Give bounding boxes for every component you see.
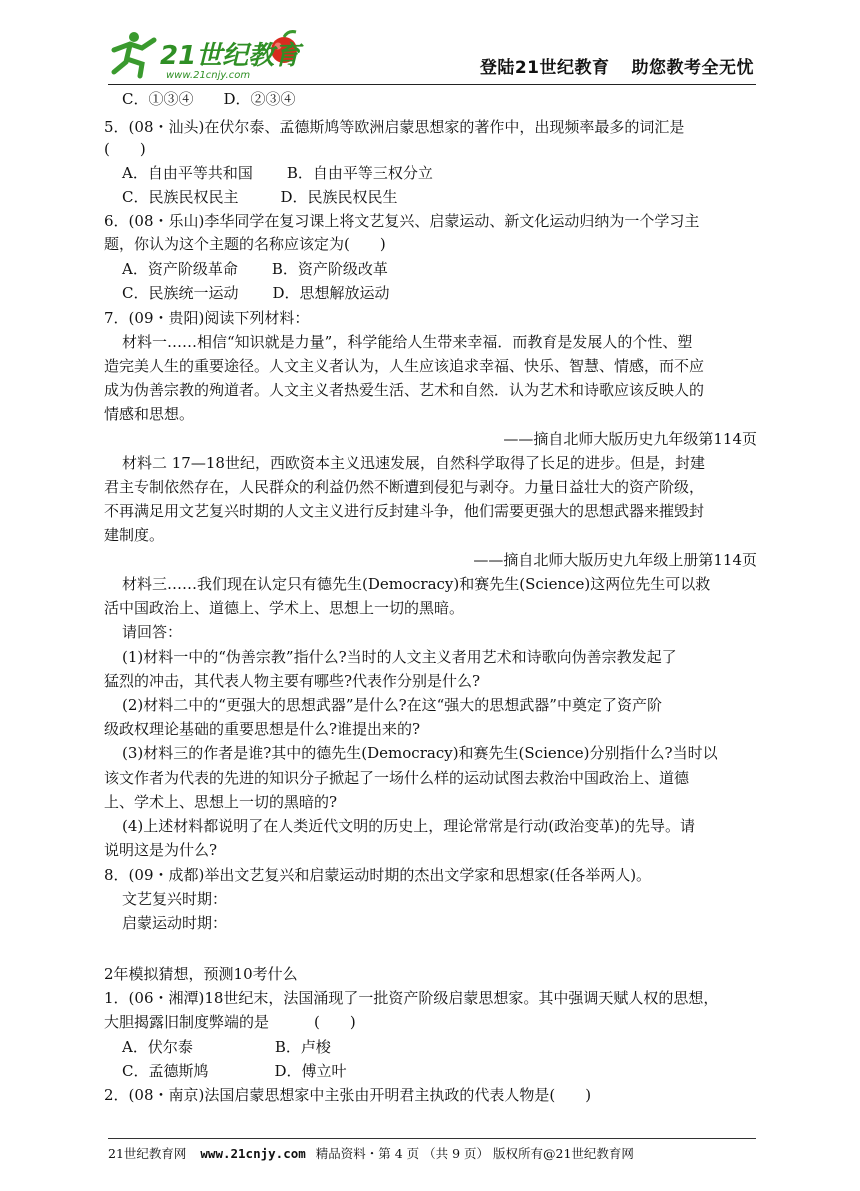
material-1-source: ——摘自北师大版历史九年级第114页 (503, 430, 757, 448)
mock-question-1-stem-2: 大胆揭露旧制度弊端的是 ( ) (104, 1013, 356, 1031)
footer-site-link[interactable]: www.21cnjy.com (200, 1146, 306, 1161)
header-slogan (480, 53, 754, 78)
subquestion-1-line-1: (1)材料一中的“伪善宗教”指什么?当时的人文主义者用艺术和诗歌向伪善宗教发起了 (122, 648, 677, 666)
footer-brand: 21世纪教育网 (108, 1146, 187, 1161)
option-b: B．卢梭 (274, 1038, 331, 1056)
material-3-line-2: 活中国政治上、道德上、学术上、思想上一切的黑暗。 (104, 599, 465, 617)
subquestion-3-line-1: (3)材料三的作者是谁?其中的德先生(Democracy)和赛先生(Science)分别指什么?当时以 (122, 744, 718, 762)
footer-page-info: 精品资料・第 4 页 （共 9 页） 版权所有@21世纪教育网 (315, 1146, 634, 1161)
question-8-enlightenment: 启蒙运动时期： (122, 914, 228, 932)
material-3-line-1: 材料三……我们现在认定只有德先生(Democracy)和赛先生(Science)这两位先生可以救 (122, 575, 711, 593)
question-5-bracket: ( ) (104, 140, 146, 158)
slogan-login: 登陆21世纪教育 (479, 58, 610, 78)
question-6-stem-1: 6．(08・乐山)李华同学在复习课上将文艺复兴、启蒙运动、新文化运动归纳为一个学习主 (104, 212, 700, 230)
subquestion-1-line-2: 猛烈的冲击，其代表人物主要有哪些?代表作分别是什么? (104, 672, 481, 690)
option-d: D．民族民权民生 (280, 188, 398, 206)
material-2-line-4: 建制度。 (104, 526, 165, 544)
question-5-options-ab (122, 162, 433, 184)
logo-21cnjy (108, 28, 318, 82)
option-a: A．资产阶级革命 (122, 260, 238, 278)
question-6-options-cd (122, 282, 390, 304)
page-footer (108, 1138, 756, 1162)
mock-question-1-options-cd (122, 1060, 347, 1082)
page-header (108, 28, 756, 85)
option-d: D．傅立叶 (274, 1062, 347, 1080)
slogan-tagline: 助您教考全无忧 (631, 58, 754, 78)
question-5-stem: 5．(08・汕头)在伏尔泰、孟德斯鸠等欧洲启蒙思想家的著作中，出现频率最多的词汇是 (104, 118, 685, 136)
material-1-line-1: 材料一……相信“知识就是力量”，科学能给人生带来幸福．而教育是发展人的个性、塑 (122, 333, 693, 351)
material-1-line-3: 成为伪善宗教的殉道者。人文主义者热爱生活、艺术和自然．认为艺术和诗歌应该反映人的 (104, 381, 705, 399)
option-a: A．自由平等共和国 (122, 164, 253, 182)
mock-question-1-options-ab (122, 1036, 331, 1058)
subquestion-2-line-2: 级政权理论基础的重要思想是什么?谁提出来的? (104, 720, 421, 738)
subquestion-3-line-3: 上、学术上、思想上一切的黑暗的? (104, 793, 338, 811)
option-b: B．资产阶级改革 (271, 260, 388, 278)
material-2-line-3: 不再满足用文艺复兴时期的人文主义进行反封建斗争，他们需要更强大的思想武器来摧毁封 (104, 502, 705, 520)
option-c: C．民族民权民主 (122, 188, 239, 206)
option-c: C．孟德斯鸠 (122, 1062, 209, 1080)
answer-prompt: 请回答： (122, 623, 183, 641)
subquestion-4-line-1: (4)上述材料都说明了在人类近代文明的历史上，理论常常是行动(政治变革)的先导。请 (122, 817, 695, 835)
question-6-stem-2: 题，你认为这个主题的名称应该定为( ) (104, 235, 386, 253)
subquestion-2-line-1: (2)材料二中的“更强大的思想武器”是什么?在这“强大的思想武器”中奠定了资产阶 (122, 696, 662, 714)
question-5-options-cd (122, 186, 398, 208)
option-d: D．思想解放运动 (272, 284, 390, 302)
material-2-line-1: 材料二 17—18世纪，西欧资本主义迅速发展，自然科学取得了长足的进步。但是，封建 (122, 454, 705, 472)
logo-text: 21世纪教育 (160, 41, 301, 71)
question-8-renaissance: 文艺复兴时期： (122, 890, 228, 908)
question-4-options: C．①③④ D．②③④ (122, 90, 296, 108)
mock-question-1-stem-1: 1．(06・湘潭)18世纪末，法国涌现了一批资产阶级启蒙思想家。其中强调天赋人权的思想， (104, 989, 719, 1007)
subquestion-3-line-2: 该文作者为代表的先进的知识分子掀起了一场什么样的运动试图去救治中国政治上、道德 (104, 769, 690, 787)
question-7-stem: 7．(09・贵阳)阅读下列材料： (104, 309, 310, 327)
section-heading: 2年模拟猜想，预测10考什么 (104, 965, 298, 983)
option-b: B．自由平等三权分立 (286, 164, 433, 182)
option-a: A．伏尔泰 (122, 1038, 193, 1056)
question-8-stem: 8．(09・成都)举出文艺复兴和启蒙运动时期的杰出文学家和思想家(任各举两人)。 (104, 866, 652, 884)
subquestion-4-line-2: 说明这是为什么? (104, 841, 218, 859)
runner-figure-icon (114, 32, 154, 76)
material-2-line-2: 君主专制依然存在，人民群众的利益仍然不断遭到侵犯与剥夺。力量日益壮大的资产阶级， (104, 478, 705, 496)
mock-question-2-stem: 2．(08・南京)法国启蒙思想家中主张由开明君主执政的代表人物是( ) (104, 1086, 592, 1104)
material-2-source: ——摘自北师大版历史九年级上册第114页 (473, 551, 757, 569)
question-6-options-ab (122, 258, 388, 280)
material-1-line-4: 情感和思想。 (104, 405, 195, 423)
option-c: C．民族统一运动 (122, 284, 239, 302)
material-1-line-2: 造完美人生的重要途径。人文主义者认为，人生应该追求幸福、快乐、智慧、情感，而不应 (104, 357, 705, 375)
logo-url: www.21cnjy.com (166, 70, 251, 81)
